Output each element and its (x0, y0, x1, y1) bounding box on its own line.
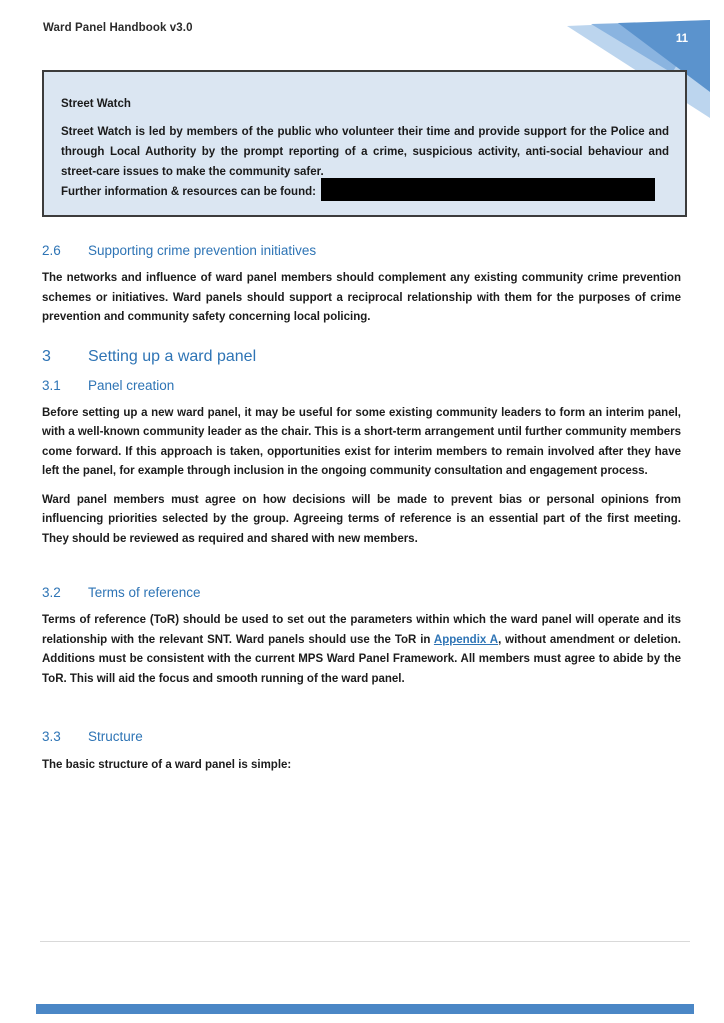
paragraph-3-3: The basic structure of a ward panel is simple: (42, 759, 292, 771)
page-number: 11 (675, 33, 688, 45)
callout-more-info-line (61, 182, 669, 202)
section-number: 3.3 (42, 729, 61, 744)
section-heading-3 (42, 348, 681, 366)
section-heading-3-1 (42, 378, 681, 393)
street-watch-callout (42, 70, 687, 217)
paragraph-3-2 (42, 611, 681, 689)
redacted-link-bar (321, 178, 655, 201)
callout-body-text: Street Watch is led by members of the public who volunteer their time and provide support for the Police and through Local Authority by the prompt reporting of a crime, suspicious activity, anti-social behaviour and street-care issues to make the community safer. (61, 126, 669, 178)
section-heading-3-3 (42, 729, 681, 744)
paragraph-3-1-a: Before setting up a new ward panel, it may be useful for some existing community leaders to form an interim panel, with a well-known community leader as the chair. This is a short-term arrangement until further community members come forward. If this approach is taken, opportunities exist for interim members to remain involved after they have left the panel, for example through inclusion in the ongoing community consultation and engagement process. (42, 406, 681, 477)
paragraph-text-before-link: Terms of reference (ToR) should be used to set out the parameters within which the ward panel will operate and its relationship with the relevant SNT. Ward panels should use the ToR in (42, 614, 681, 646)
more-info-label: Further information & resources can be found: (61, 186, 316, 198)
section-number: 3 (42, 347, 51, 365)
section-number: 3.2 (42, 585, 61, 600)
section-title: Panel creation (88, 377, 175, 393)
paragraph-text-after-link: , without amendment or deletion. Additions must be consistent with the current MPS Ward Panel Framework. All members must agree to abide by the ToR. This will aid the focus and smooth running of the ward panel. (42, 633, 682, 685)
section-title: Structure (88, 729, 143, 744)
page-content (42, 217, 681, 776)
footer-blue-bar (36, 1004, 694, 1014)
section-number: 2.6 (42, 243, 61, 258)
appendix-a-link[interactable]: Appendix A (433, 633, 499, 646)
document-header-title: Ward Panel Handbook v3.0 (43, 22, 193, 34)
section-number: 3.1 (42, 377, 61, 393)
callout-title: Street Watch (61, 98, 131, 110)
section-title: Supporting crime prevention initiatives (88, 243, 317, 258)
section-title: Terms of reference (88, 585, 201, 600)
section-heading-3-2 (42, 585, 681, 600)
section-title: Setting up a ward panel (88, 347, 257, 365)
paragraph-2-6: The networks and influence of ward panel members should complement any existing community crime prevention schemes or initiatives. Ward panels should support a reciprocal relationship with them for the purposes of crime prevention and community safety concerning local policing. (42, 272, 681, 323)
footer-divider-line (40, 941, 690, 942)
section-heading-2-6 (42, 243, 681, 258)
paragraph-3-1-b: Ward panel members must agree on how decisions will be made to prevent bias or personal opinions from influencing priorities selected by the group. Agreeing terms of reference is an essential part of the first meeting. They should be reviewed as required and shared with new members. (42, 493, 681, 545)
